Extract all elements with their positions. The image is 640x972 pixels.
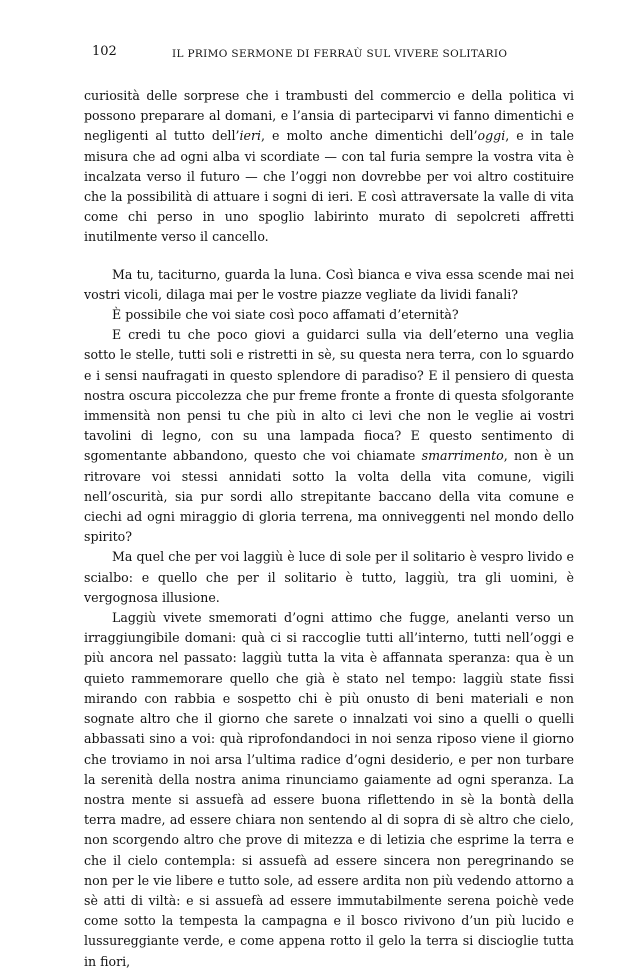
italic-text: oggi: [477, 128, 506, 144]
paragraph: [84, 608, 574, 972]
text-run: È possibile che voi siate così poco affamati d’eternità?: [112, 307, 459, 323]
paragraph: [84, 547, 574, 608]
text-run: E credi tu che poco giovi a guidarci sulla via dell’eterno una veglia sotto le stelle, tutti soli e ristretti in sè, su questa nera terra, con lo sguardo e i sensi naufragati in questo splendore di paradiso? E il pensiero di questa nostra oscura piccolezza che pur freme fronte a fronte di questa sfolgorante immensità non pensi tu che più in alto ci levi che non le veglie ai vostri tavolini di legno, con su una lampada fioca? E questo sentimento di sgomentante abbandono, questo che voi chiamate: [84, 327, 574, 464]
paragraph: [84, 86, 574, 248]
text-run: curiosità delle sorprese che i trambusti del commercio e della politica vi possono preparare al domani, e l’ansia di parteciparvi vi fanno dimentichi e negligenti al tutto dell’: [84, 88, 574, 144]
page-number: 102: [92, 44, 117, 59]
paragraph: [84, 325, 574, 547]
text-run: Ma tu, taciturno, guarda la luna. Così bianca e viva essa scende mai nei vostri vicoli, dilaga mai per le vostre piazze vegliate da lividi fanali?: [84, 266, 574, 302]
text-run: , non è un ritrovare voi stessi annidati sotto la volta della vita comune, vigili nell’oscurità, sia pur sordi allo strepitante baccano della vita comune e ciechi ad ogni miraggio di gloria terrena, ma onniveggenti nel mondo dello spirito?: [84, 448, 574, 545]
text-run: Ma quel che per voi laggiù è luce di sole per il solitario è vespro livido e scialbo: e quello che per il solitario è tutto, laggiù, tra gli uomini, è vergognosa illusione.: [84, 549, 574, 605]
text-run: , e molto anche dimentichi dell’: [261, 128, 478, 144]
italic-text: smarrimento: [421, 448, 504, 464]
text-run: , e in tale misura che ad ogni alba vi scordiate — con tal furia sempre la vostra vita è incalzata verso il futuro — che l’oggi non dovrebbe per voi altro costituire che la possibilità di attuare i sogni di ieri. E così attraversate la valle di vita come chi perso in uno spoglio labirinto murato di sepolcreti affretti inutilmente verso il cancello.: [84, 128, 575, 245]
text-run: Laggiù vivete smemorati d’ogni attimo che fugge, anelanti verso un irraggiungibile domani: quà ci si raccoglie tutti all’interno, tutti nell’oggi e più ancora nel passato: laggiù tutta la vita è affannata speranza: qua è un quieto rammemorare quello che già è stato nel tempo: laggiù state fissi mirando con rabbia e sospetto chi è più onusto di beni materiali e non sognate altro che il giorno che sarete o innalzati voi sino a quelli o quelli abbassati sino a voi: quà riprofondandoci in noi senza riposo viene il giorno che troviamo in noi arsa l’ultima radice d’ogni desiderio, e per non turbare la serenità della nostra anima rinunciamo gaiamente ad ogni speranza. La nostra mente si assuefà ad essere buona riflettendo in sè la bontà della terra madre, ad essere chiara non sentendo al di sopra di sè altro che cielo, non scorgendo altro che prove di mitezza e di letizia che esprime la terra e che il cielo contempla: si assuefà ad essere sincera non peregrinando se non per le vie libere e tutto sole, ad essere ardita non più vedendo attorno a sè atti di viltà: e si assuefà ad essere immutabilmente serena poichè vede come sotto la tempesta la campagna e il bosco rivivono d’un più lucido e lussureggiante verde, e come appena rotto il gelo la terra si discioglie tutta in fiori,: [84, 610, 574, 969]
paragraph: [84, 265, 574, 305]
paragraph: [84, 305, 574, 325]
italic-text: ieri: [239, 128, 262, 144]
body-text: [84, 86, 574, 972]
running-title: IL PRIMO SERMONE DI FERRAÙ SUL VIVERE SOLITARIO: [172, 48, 508, 60]
